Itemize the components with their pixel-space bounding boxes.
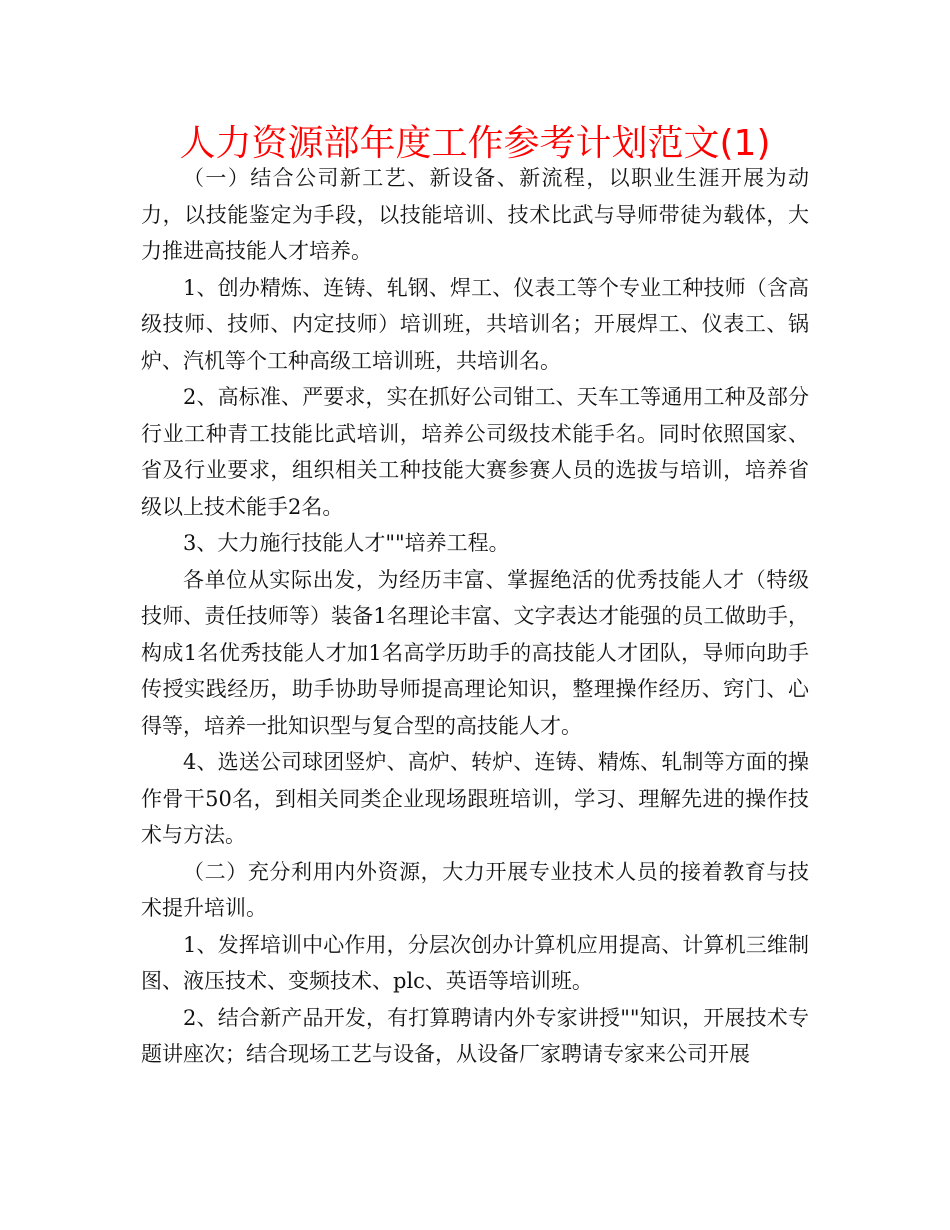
paragraph-item-4: 4、选送公司球团竖炉、高炉、转炉、连铸、精炼、轧制等方面的操作骨干50名，到相关同类企业现场跟班培训，学习、理解先进的操作技术与方法。 (141, 750, 809, 847)
document-body (141, 160, 809, 1073)
document-title: 人力资源部年度工作参考计划范文(1) (179, 123, 771, 164)
paragraph-item-3: 3、大力施行技能人才""培养工程。 (183, 531, 510, 555)
paragraph-section-1-intro: （一）结合公司新工艺、新设备、新流程，以职业生涯开展为动力，以技能鉴定为手段，以技能培训、技术比武与导师带徒为载体，大力推进高技能人才培养。 (141, 166, 809, 263)
paragraph-item-3-detail: 各单位从实际出发，为经历丰富、掌握绝活的优秀技能人才（特级技师、责任技师等）装备1名理论丰富、文字表达才能强的员工做助手，构成1名优秀技能人才加1名高学历助手的高技能人才团队，导师向助手传授实践经历，助手协助导师提高理论知识，整理操作经历、窍门、心得等，培养一批知识型与复合型的高技能人才。 (141, 567, 809, 738)
paragraph-item-2: 2、高标准、严要求，实在抓好公司钳工、天车工等通用工种及部分行业工种青工技能比武培训，培养公司级技术能手名。同时依照国家、省及行业要求，组织相关工种技能大赛参赛人员的选拔与培训，培养省级以上技术能手2名。 (141, 385, 809, 519)
paragraph-section-2-item-1: 1、发挥培训中心作用，分层次创办计算机应用提高、计算机三维制图、液压技术、变频技术、plc、英语等培训班。 (141, 932, 809, 993)
paragraph-section-2-intro: （二）充分利用内外资源，大力开展专业技术人员的接着教育与技术提升培训。 (141, 859, 809, 920)
paragraph-item-1: 1、创办精炼、连铸、轧钢、焊工、仪表工等个专业工种技师（含高级技师、技师、内定技师）培训班，共培训名；开展焊工、仪表工、锅炉、汽机等个工种高级工培训班，共培训名。 (141, 275, 809, 373)
paragraph-section-2-item-2: 2、结合新产品开发，有打算聘请内外专家讲授""知识，开展技术专题讲座次；结合现场工艺与设备，从设备厂家聘请专家来公司开展 (141, 1005, 809, 1066)
